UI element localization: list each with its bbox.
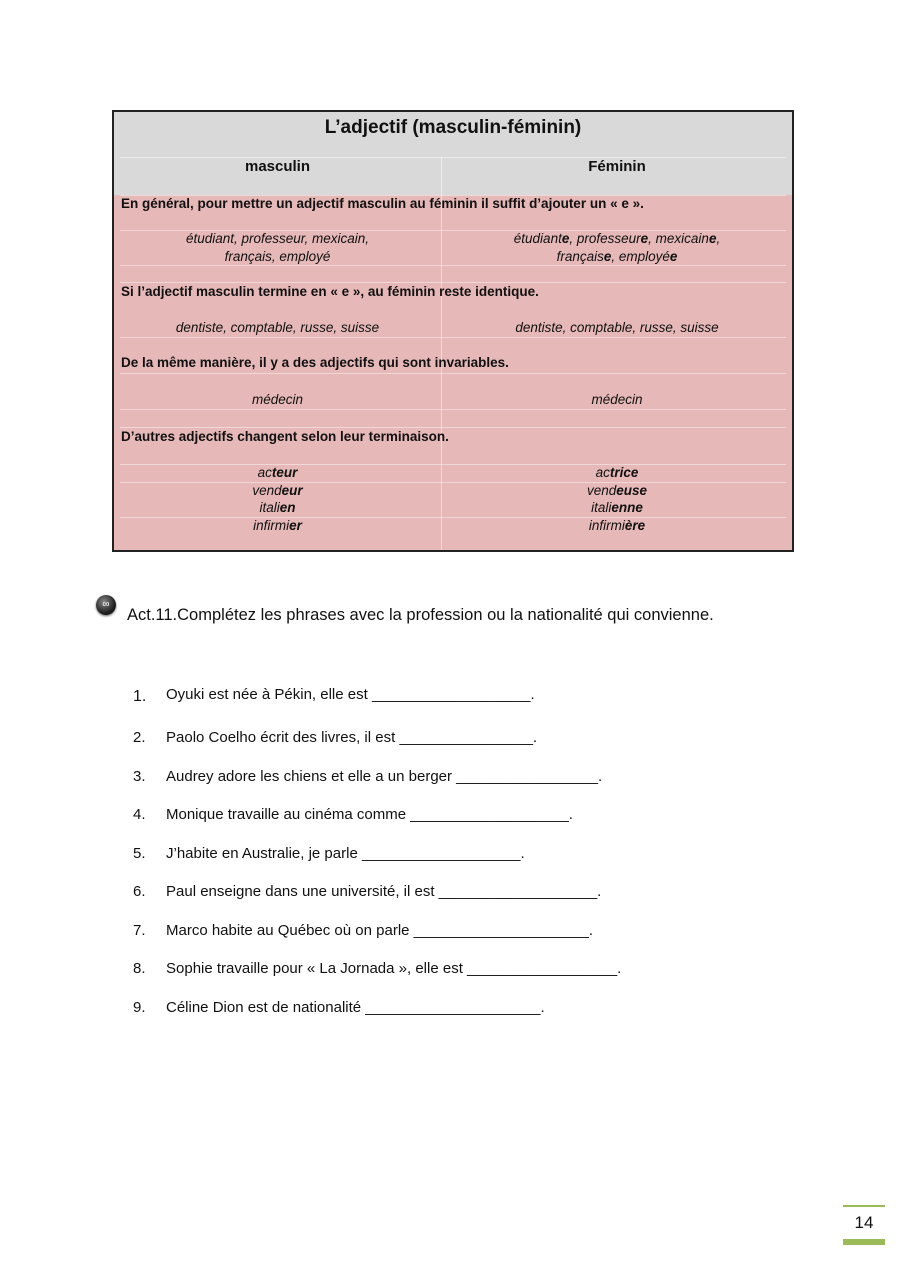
question-number: 6. [133, 883, 146, 900]
adjective-table [112, 110, 794, 552]
example-fem: française, employée [556, 249, 678, 264]
question-text: Marco habite au Québec où on parle _____________________. [166, 922, 594, 939]
question-text: Oyuki est née à Pékin, elle est ___________________. [166, 686, 535, 703]
example-masc: dentiste, comptable, russe, suisse [175, 320, 380, 335]
example-fem: actrice [595, 465, 639, 480]
question-text: Paolo Coelho écrit des livres, il est ________________. [166, 729, 538, 746]
link-bullet-icon: ∞ [96, 595, 116, 615]
example-fem: infirmière [588, 518, 646, 533]
example-masc: français, employé [224, 249, 331, 264]
question-text: Audrey adore les chiens et elle a un berger _________________. [166, 768, 603, 785]
question-number: 4. [133, 806, 146, 823]
question-number: 9. [133, 999, 146, 1016]
question-number: 1. [133, 688, 147, 705]
question-number: 2. [133, 729, 146, 746]
example-fem: dentiste, comptable, russe, suisse [515, 320, 719, 335]
page-number-box [843, 1205, 885, 1245]
page-number: 14 [854, 1213, 874, 1232]
example-masc: acteur [257, 465, 298, 480]
example-masc: étudiant, professeur, mexicain, [185, 231, 370, 246]
question-text: J’habite en Australie, je parle ___________________. [166, 845, 525, 862]
question-number: 7. [133, 922, 146, 939]
question-text: Sophie travaille pour « La Jornada », elle est __________________. [166, 960, 622, 977]
rule-3: De la même manière, il y a des adjectifs qui sont invariables. [121, 355, 509, 370]
question-number: 8. [133, 960, 146, 977]
example-fem: vendeuse [586, 483, 648, 498]
question-text: Monique travaille au cinéma comme ___________________. [166, 806, 573, 823]
question-number: 3. [133, 768, 146, 785]
example-masc: vendeur [252, 483, 303, 498]
example-masc: italien [259, 500, 296, 515]
example-fem: étudiante, professeure, mexicaine, [513, 231, 721, 246]
rule-2: Si l’adjectif masculin termine en « e », au féminin reste identique. [121, 284, 539, 299]
example-fem: médecin [591, 392, 643, 407]
header-masculin: masculin [244, 158, 311, 175]
example-masc: infirmier [253, 518, 302, 533]
question-text: Paul enseigne dans une université, il est ___________________. [166, 883, 602, 900]
question-text: Céline Dion est de nationalité _____________________. [166, 999, 545, 1016]
example-fem: italienne [591, 500, 643, 515]
question-number: 5. [133, 845, 146, 862]
header-feminin: Féminin [588, 158, 646, 175]
rule-1: En général, pour mettre un adjectif masculin au féminin il suffit d’ajouter un « e ». [121, 196, 644, 211]
table-title: L’adjectif (masculin-féminin) [324, 117, 582, 138]
activity-title: Act.11.Complétez les phrases avec la profession ou la nationalité qui convienne. [127, 606, 714, 624]
rule-4: D’autres adjectifs changent selon leur terminaison. [121, 429, 449, 444]
example-masc: médecin [251, 392, 304, 407]
